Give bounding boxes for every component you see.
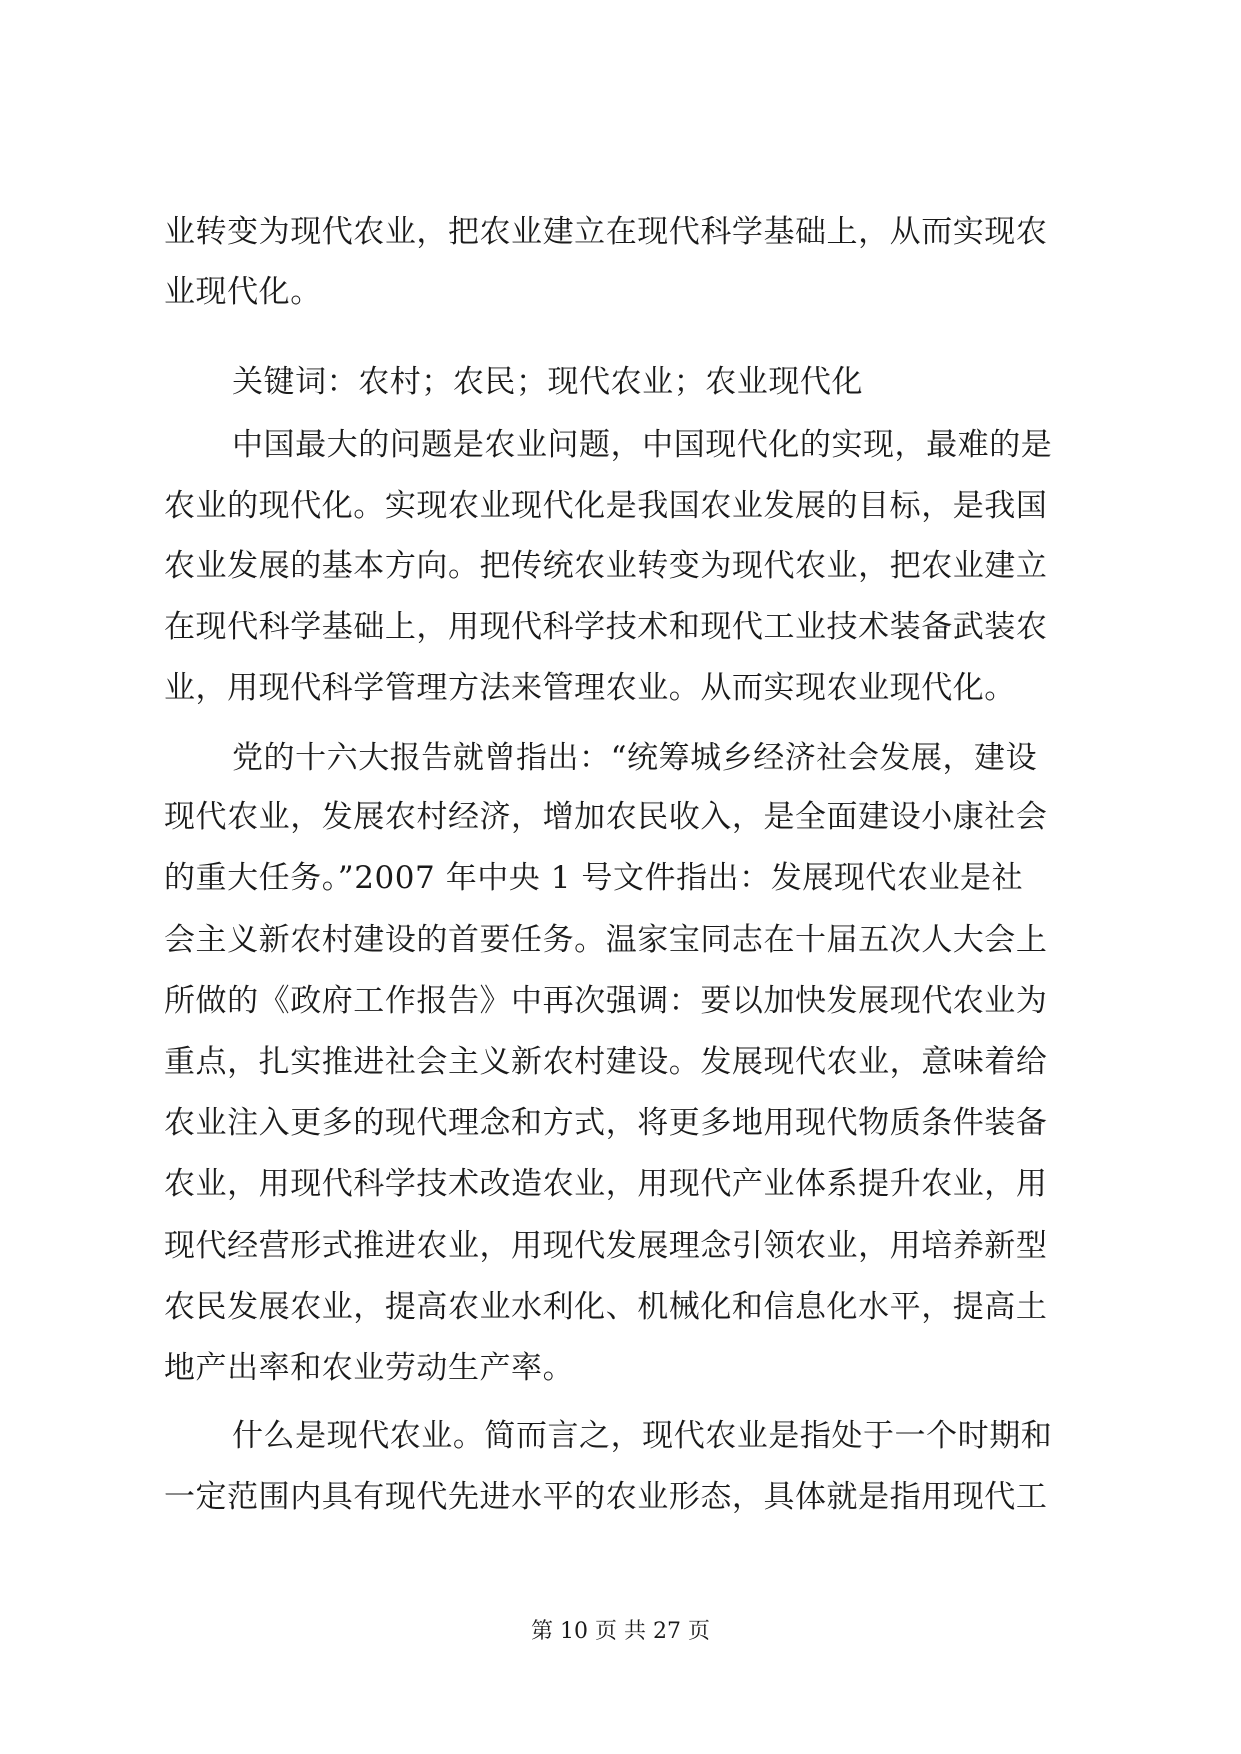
text-line: 重点，扎实推进社会主义新农村建设。发展现代农业，意味着给: [164, 1044, 1048, 1080]
text-line: 会主义新农村建设的首要任务。温家宝同志在十届五次人大会上: [164, 922, 1048, 958]
text-line: 农业发展的基本方向。把传统农业转变为现代农业，把农业建立: [164, 548, 1048, 584]
text-line: 在现代科学基础上，用现代科学技术和现代工业技术装备武装农: [164, 609, 1048, 645]
paragraph-start-line: 党的十六大报告就曾指出：“统筹城乡经济社会发展，建设: [232, 740, 1038, 776]
text-line: 业现代化。: [164, 274, 322, 310]
text-line: 业转变为现代农业，把农业建立在现代科学基础上，从而实现农: [164, 214, 1048, 250]
text-line: 现代农业，发展农村经济，增加农民收入，是全面建设小康社会: [164, 799, 1048, 835]
text-line: 农业，用现代科学技术改造农业，用现代产业体系提升农业，用: [164, 1166, 1048, 1202]
text-line: 农民发展农业，提高农业水利化、机械化和信息化水平，提高土: [164, 1289, 1048, 1325]
text-line: 现代经营形式推进农业，用现代发展理念引领农业，用培养新型: [164, 1228, 1048, 1264]
text-line: 地产出率和农业劳动生产率。: [164, 1350, 575, 1386]
text-line: 农业的现代化。实现农业现代化是我国农业发展的目标，是我国: [164, 488, 1048, 524]
paragraph-start-line: 中国最大的问题是农业问题，中国现代化的实现，最难的是: [232, 427, 1053, 463]
text-line: 一定范围内具有现代先进水平的农业形态，具体就是指用现代工: [164, 1479, 1048, 1515]
page-number-footer: 第 10 页 共 27 页: [531, 1619, 710, 1644]
keywords-line: 关键词：农村；农民；现代农业；农业现代化: [232, 364, 863, 400]
text-line: 的重大任务。”2007 年中央 1 号文件指出：发展现代农业是社: [164, 860, 1024, 896]
paragraph-start-line: 什么是现代农业。简而言之，现代农业是指处于一个时期和: [232, 1418, 1053, 1454]
text-line: 农业注入更多的现代理念和方式，将更多地用现代物质条件装备: [164, 1105, 1048, 1141]
text-line: 业，用现代科学管理方法来管理农业。从而实现农业现代化。: [164, 670, 1016, 706]
text-line: 所做的《政府工作报告》中再次强调：要以加快发展现代农业为: [164, 983, 1048, 1019]
